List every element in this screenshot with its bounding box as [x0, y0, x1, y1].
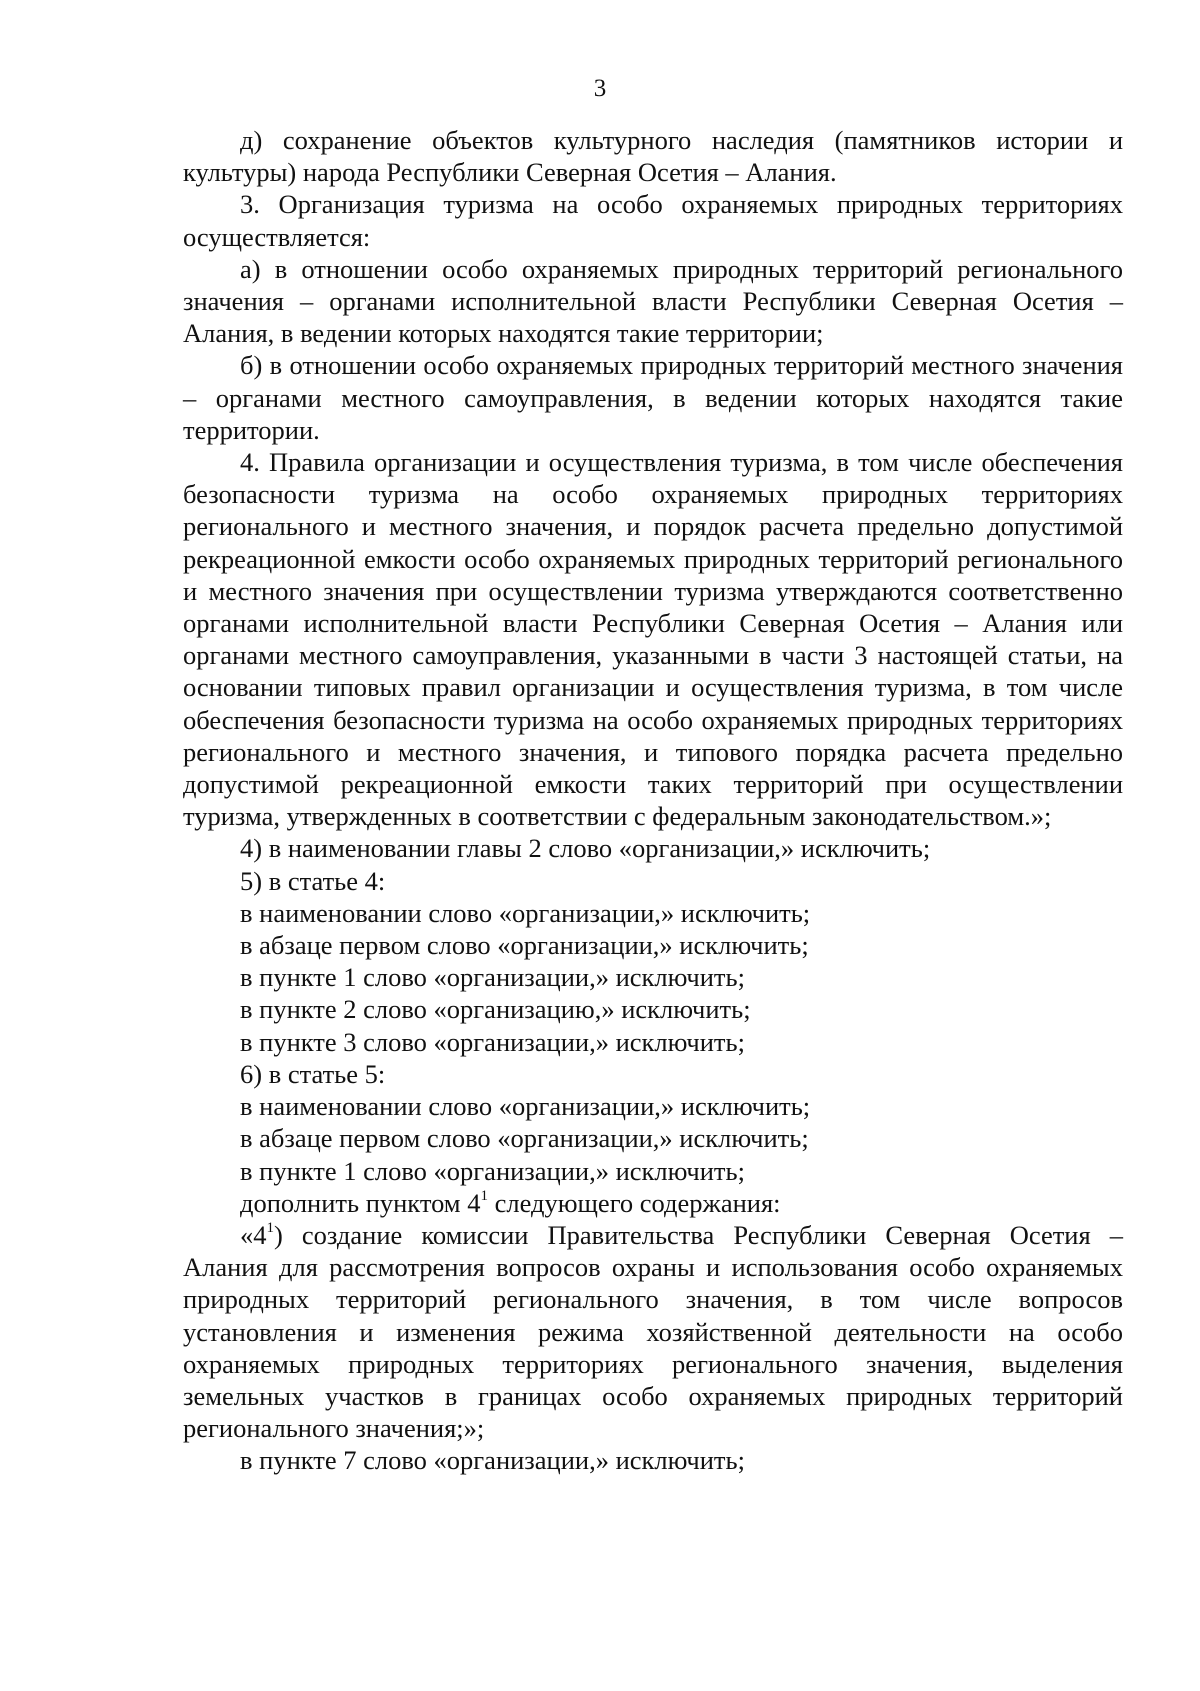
paragraph: а) в отношении особо охраняемых природных территорий регионального значения – органами исполнительной власти Республики Северная Осетия – Алания, в ведении которых находятся такие территории;	[183, 253, 1123, 349]
document-body	[183, 124, 1123, 1477]
paragraph: в абзаце первом слово «организации,» исключить;	[240, 930, 809, 961]
paragraph: 4. Правила организации и осуществления туризма, в том числе обеспечения безопасности туризма на особо охраняемых природных территориях регионального и местного значения, и порядок расчета предельно допустимой рекреационной емкости особо охраняемых природных территорий регионального и местного значения при осуществлении туризма утверждаются соответственно органами исполнительной власти Республики Северная Осетия – Алания или органами местного самоуправления, указанными в части 3 настоящей статьи, на основании типовых правил организации и осуществления туризма, в том числе обеспечения безопасности туризма на особо охраняемых природных территориях регионального и местного значения, и типового порядка расчета предельно допустимой рекреационной емкости таких территорий при осуществлении туризма, утвержденных в соответствии с федеральным законодательством.»;	[183, 447, 1123, 832]
paragraph: в пункте 1 слово «организации,» исключить;	[240, 1155, 745, 1186]
paragraph: в пункте 7 слово «организации,» исключить;	[240, 1445, 745, 1476]
paragraph: в пункте 3 слово «организации,» исключить;	[240, 1026, 745, 1057]
paragraph: в абзаце первом слово «организации,» исключить;	[240, 1123, 809, 1154]
paragraph: в пункте 1 слово «организации,» исключить;	[240, 962, 745, 993]
paragraph-text: ) создание комиссии Правительства Республики Северная Осетия – Алания для рассмотрения вопросов охраны и использования особо охраняемых природных территорий регионального значения, в том числе вопросов установления и изменения режима хозяйственной деятельности на особо охраняемых природных территориях регионального значения, выделения земельных участков в границах особо охраняемых природных территорий регионального значения;»;	[183, 1219, 1123, 1444]
superscript: 1	[266, 1220, 274, 1237]
paragraph-text: дополнить пунктом 4	[240, 1187, 481, 1218]
paragraph: в наименовании слово «организации,» исключить;	[240, 897, 811, 928]
paragraph-text: следующего содержания:	[487, 1187, 781, 1218]
paragraph: д) сохранение объектов культурного наследия (памятников истории и культуры) народа Республики Северная Осетия – Алания.	[183, 125, 1123, 188]
paragraph: 6) в статье 5:	[240, 1058, 386, 1089]
page-number: 3	[593, 75, 607, 102]
paragraph: 4) в наименовании главы 2 слово «организации,» исключить;	[240, 833, 931, 864]
paragraph-text: «4	[240, 1219, 267, 1250]
paragraph: в пункте 2 слово «организацию,» исключить;	[240, 994, 751, 1025]
paragraph: б) в отношении особо охраняемых природных территорий местного значения – органами местного самоуправления, в ведении которых находятся такие территории.	[183, 350, 1123, 445]
paragraph: в наименовании слово «организации,» исключить;	[240, 1091, 811, 1122]
paragraph	[183, 1219, 1123, 1444]
paragraph: 3. Организация туризма на особо охраняемых природных территориях осуществляется:	[183, 189, 1123, 252]
superscript: 1	[480, 1187, 488, 1204]
paragraph	[183, 1187, 1123, 1219]
paragraph: 5) в статье 4:	[240, 865, 386, 896]
